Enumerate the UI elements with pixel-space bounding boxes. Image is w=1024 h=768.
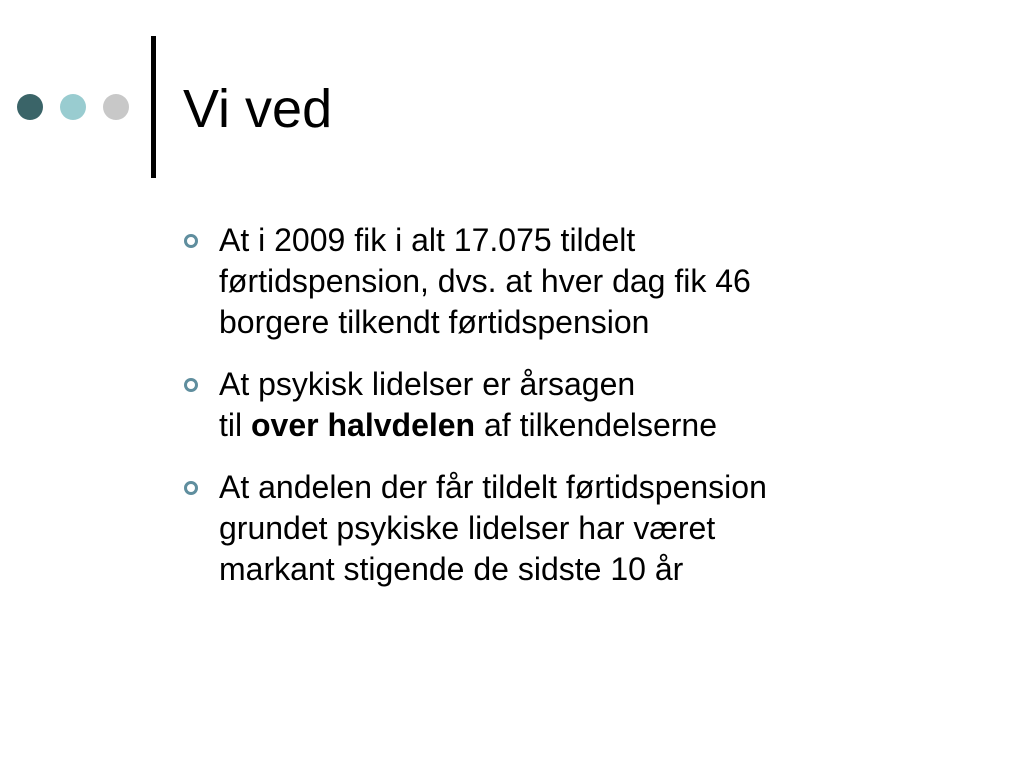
- bullet-line: borgere tilkendt førtidspension: [219, 304, 650, 340]
- bullet-line: At i 2009 fik i alt 17.075 tildelt: [219, 222, 636, 258]
- bullet-text: [219, 364, 964, 446]
- bullet-item-1: [184, 220, 964, 343]
- bullet-item-3: [184, 467, 964, 590]
- bullet-circle-icon: [184, 378, 198, 392]
- bullet-circle-icon: [184, 481, 198, 495]
- bullet-text: [219, 467, 964, 590]
- title-divider: [151, 36, 156, 178]
- bullet-line: At psykisk lidelser er årsagen: [219, 366, 636, 402]
- bullet-text-emphasis: over halvdelen: [251, 407, 476, 443]
- bullet-line: førtidspension, dvs. at hver dag fik 46: [219, 263, 751, 299]
- bullet-circle-icon: [184, 234, 198, 248]
- bullet-line-mixed: [219, 405, 964, 446]
- decor-dot-light-teal-icon: [60, 94, 86, 120]
- bullet-list: [184, 220, 964, 611]
- bullet-item-2: [184, 364, 964, 446]
- bullet-text-suffix: af tilkendelserne: [475, 407, 718, 443]
- bullet-text: [219, 220, 964, 343]
- bullet-line: markant stigende de sidste 10 år: [219, 551, 684, 587]
- bullet-line: grundet psykiske lidelser har været: [219, 510, 716, 546]
- bullet-line: At andelen der får tildelt førtidspension: [219, 469, 767, 505]
- decor-dot-grey-icon: [103, 94, 129, 120]
- slide-title: Vi ved: [183, 79, 333, 139]
- bullet-text-prefix: til: [219, 407, 251, 443]
- decor-dot-dark-icon: [17, 94, 43, 120]
